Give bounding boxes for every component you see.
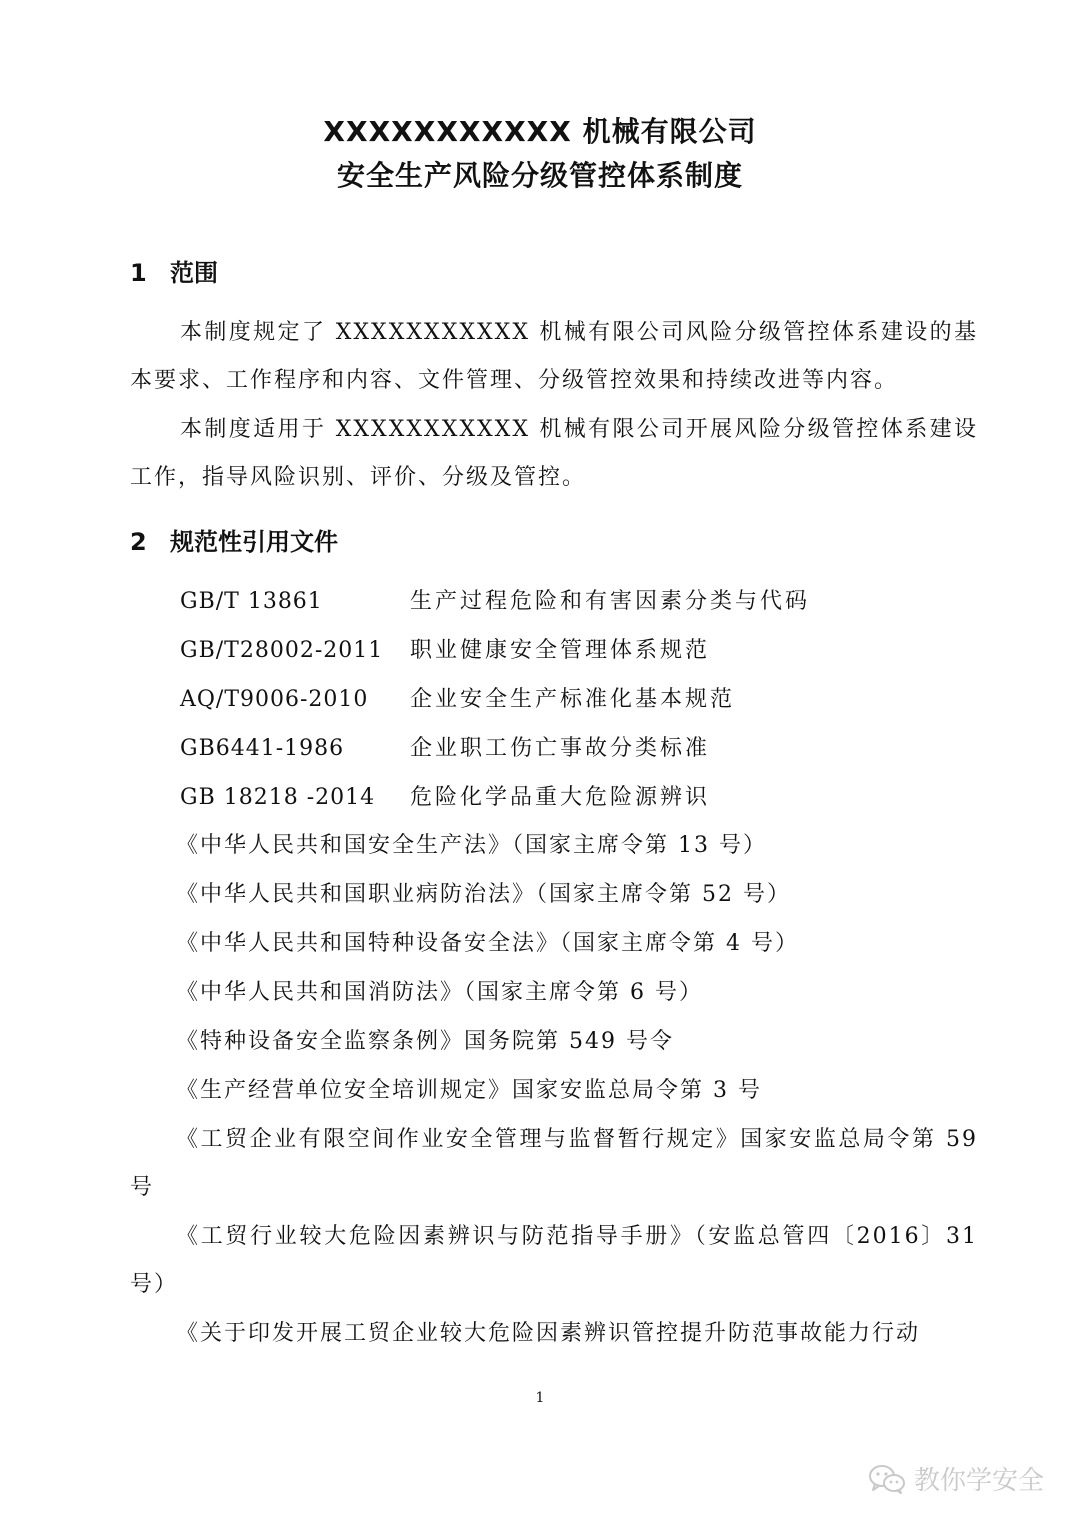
standard-row [180,586,810,618]
page-number: 1 [535,1390,545,1406]
section1-number: 1 [130,259,147,287]
law-reference: 《中华人民共和国职业病防治法》（国家主席令第 52 号） [176,882,791,907]
standard-name: 企业安全生产标准化基本规范 [410,687,736,712]
document-title-line1: XXXXXXXXXXX 机械有限公司 [323,115,757,148]
standard-row [180,782,710,814]
standard-row [180,684,735,716]
standard-name: 职业健康安全管理体系规范 [410,638,711,663]
document-title-line2: 安全生产风险分级管控体系制度 [336,159,743,192]
section1-heading [130,257,218,289]
standard-code: GB 18218 -2014 [180,785,376,810]
law-reference: 《中华人民共和国消防法》（国家主席令第 6 号） [176,980,703,1005]
law-reference: 《工贸企业有限空间作业安全管理与监督暂行规定》国家安监总局令第 59 号 [130,1127,978,1200]
section1-title: 范围 [170,259,218,287]
standard-row [180,635,710,667]
wechat-icon [868,1464,906,1494]
standard-name: 企业职工伤亡事故分类标准 [410,736,711,761]
law-reference: 《中华人民共和国安全生产法》（国家主席令第 13 号） [176,833,767,858]
section1-paragraph-1: 本制度规定了 XXXXXXXXXXX 机械有限公司风险分级管控体系建设的基本要求、工作程序和内容、文件管理、分级管控效果和持续改进等内容。 [130,320,978,393]
section2-heading [130,526,338,558]
law-reference: 《生产经营单位安全培训规定》国家安监总局令第 3 号 [176,1078,762,1103]
standard-code: GB/T 13861 [180,589,323,614]
standard-code: GB6441-1986 [180,736,345,761]
law-reference: 《工贸行业较大危险因素辨识与防范指导手册》（安监总管四〔2016〕31 号） [130,1224,978,1297]
standard-code: GB/T28002-2011 [180,638,384,663]
law-reference: 《中华人民共和国特种设备安全法》（国家主席令第 4 号） [176,931,799,956]
standard-row [180,733,710,765]
section1-paragraph-2: 本制度适用于 XXXXXXXXXXX 机械有限公司开展风险分级管控体系建设工作，指导风险识别、评价、分级及管控。 [130,417,978,490]
standard-name: 生产过程危险和有害因素分类与代码 [410,589,811,614]
law-reference: 《关于印发开展工贸企业较大危险因素辨识管控提升防范事故能力行动 [176,1321,921,1346]
watermark [868,1460,1044,1497]
standard-code: AQ/T9006-2010 [180,687,369,712]
section2-number: 2 [130,528,147,556]
standard-name: 危险化学品重大危险源辨识 [410,785,711,810]
watermark-text: 教你学安全 [913,1466,1044,1496]
section2-title: 规范性引用文件 [170,528,338,556]
law-reference: 《特种设备安全监察条例》国务院第 549 号令 [176,1029,674,1054]
